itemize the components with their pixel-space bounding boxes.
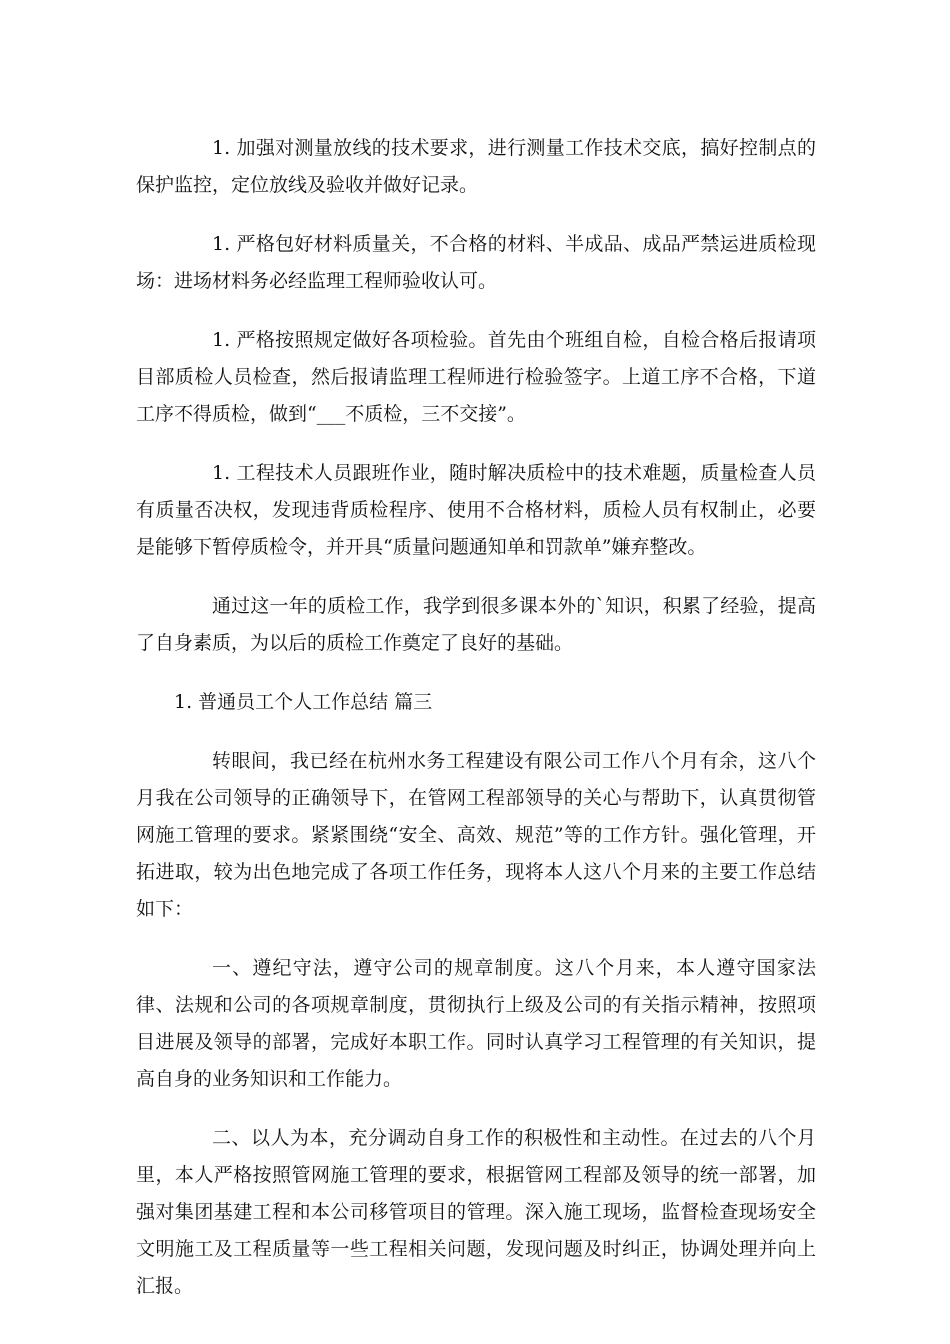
paragraph-materials: 1. 严格包好材料质量关，不合格的材料、半成品、成品严禁运进质检现场：进场材料务必经监理工程师验收认可。 <box>136 233 816 292</box>
section-heading: 1. 普通员工个人工作总结 篇三 <box>174 691 433 713</box>
document-body <box>136 130 816 1327</box>
paragraph-technical-staff: 1. 工程技术人员跟班作业，随时解决质检中的技术难题，质量检查人员有质量否决权，发现违背质检程序、使用不合格材料，质检人员有权制止，必要是能够下暂停质检令，并开具“质量问题通知单和罚款单”嫌弃整改。 <box>136 462 816 558</box>
paragraph-summary: 通过这一年的质检工作，我学到很多课本外的`知识，积累了经验，提高了自身素质，为以后的质检工作奠定了良好的基础。 <box>136 595 816 654</box>
paragraph-intro: 转眼间，我已经在杭州水务工程建设有限公司工作八个月有余，这八个月我在公司领导的正确领导下，在管网工程部领导的关心与帮助下，认真贯彻管网施工管理的要求。紧紧围绕“安全、高效、规范”等的工作方针。强化管理，开拓进取，较为出色地完成了各项工作任务，现将本人这八个月来的主要工作总结如下： <box>136 750 816 920</box>
paragraph-inspection: 1. 严格按照规定做好各项检验。首先由个班组自检，自检合格后报请项目部质检人员检查，然后报请监理工程师进行检验签字。上道工序不合格，下道工序不得质检，做到“___不质检，三不交接”。 <box>136 329 816 425</box>
paragraph-measurement: 1. 加强对测量放线的技术要求，进行测量工作技术交底，搞好控制点的保护监控，定位放线及验收并做好记录。 <box>136 137 816 196</box>
paragraph-people-oriented: 二、以人为本，充分调动自身工作的积极性和主动性。在过去的八个月里，本人严格按照管网施工管理的要求，根据管网工程部及领导的统一部署，加强对集团基建工程和本公司移管项目的管理。深入施工现场，监督检查现场安全文明施工及工程质量等一些工程相关问题，发现问题及时纠正，协调处理并向上汇报。 <box>136 1127 816 1297</box>
paragraph-discipline: 一、遵纪守法，遵守公司的规章制度。这八个月来，本人遵守国家法律、法规和公司的各项规章制度，贯彻执行上级及公司的有关指示精神，按照项目进展及领导的部署，完成好本职工作。同时认真学习工程管理的有关知识，提高自身的业务知识和工作能力。 <box>136 957 816 1090</box>
